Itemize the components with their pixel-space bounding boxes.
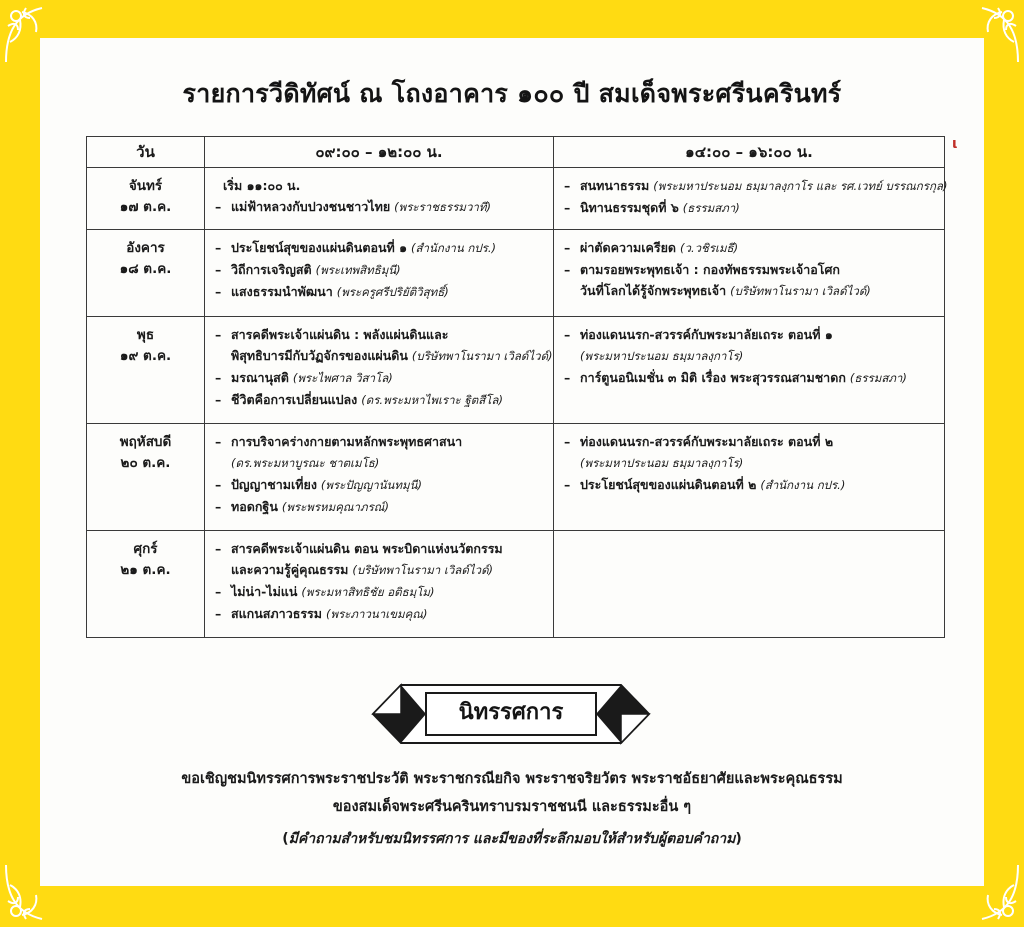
program-item bbox=[215, 259, 547, 281]
table-row bbox=[87, 531, 945, 638]
program-title: ปัญญาชามเที่ยง bbox=[231, 477, 317, 492]
stray-mark: ι bbox=[952, 136, 958, 152]
morning-cell bbox=[205, 317, 554, 424]
quiz-note: (มีคำถามสำหรับชมนิทรรศการ และมีของที่ระลึกมอบให้สำหรับผู้ตอบคำถาม) bbox=[282, 831, 742, 847]
bullet-dash: – bbox=[564, 178, 571, 193]
program-item bbox=[215, 237, 547, 259]
program-item-content bbox=[231, 538, 503, 559]
table-row bbox=[87, 168, 945, 230]
program-source: (บริษัทพาโนรามา เวิลด์ไวด์) bbox=[411, 349, 553, 363]
program-title: ผ่าตัดความเครียด bbox=[580, 240, 677, 255]
morning-cell bbox=[205, 168, 554, 230]
program-source: (ธรรมสภา) bbox=[682, 201, 740, 215]
program-item bbox=[215, 431, 547, 452]
bullet-dash: – bbox=[215, 240, 222, 255]
program-source: (บริษัทพาโนรามา เวิลด์ไวด์) bbox=[730, 284, 871, 298]
bullet-dash: – bbox=[215, 392, 222, 407]
bullet-dash: – bbox=[564, 477, 571, 492]
program-item bbox=[215, 175, 547, 196]
program-item-content bbox=[580, 345, 743, 367]
invitation-line-1: ขอเชิญชมนิทรรศการพระราชประวัติ พระราชกรณียกิจ พระราชจริยวัตร พระราชอัธยาศัยและพระคุณธรรม bbox=[181, 771, 843, 787]
program-title: สแกนสภาวธรรม bbox=[231, 606, 323, 621]
program-item-content bbox=[231, 389, 503, 411]
program-item-content bbox=[231, 367, 393, 389]
program-item-content bbox=[580, 324, 833, 345]
program-item bbox=[215, 474, 547, 496]
program-item bbox=[564, 324, 938, 345]
day-name: ศุกร์ bbox=[133, 541, 158, 557]
program-item-content bbox=[580, 237, 738, 259]
bullet-dash: – bbox=[564, 370, 571, 385]
program-item-content bbox=[231, 452, 379, 474]
program-item bbox=[215, 603, 547, 625]
day-date: ๑๗ ต.ค. bbox=[119, 199, 172, 215]
bullet-dash: – bbox=[215, 541, 222, 556]
bullet-dash: – bbox=[564, 434, 571, 449]
day-date: ๒๑ ต.ค. bbox=[120, 562, 171, 578]
bullet-dash: – bbox=[564, 262, 571, 277]
program-source: (ดร.พระมหาไพเราะ ฐิตสีโล) bbox=[361, 393, 503, 407]
program-item bbox=[215, 281, 547, 303]
day-name: พฤหัสบดี bbox=[119, 434, 172, 450]
program-item bbox=[564, 259, 938, 280]
bullet-dash: – bbox=[215, 262, 222, 277]
day-cell bbox=[87, 168, 205, 230]
program-item-content bbox=[580, 280, 871, 302]
schedule-table bbox=[86, 136, 948, 638]
program-title: ชีวิตคือการเปลี่ยนแปลง bbox=[231, 392, 358, 407]
bullet-dash: – bbox=[215, 606, 222, 621]
program-item bbox=[215, 389, 547, 411]
afternoon-cell bbox=[554, 424, 945, 531]
program-item-content bbox=[580, 175, 947, 197]
program-item-content bbox=[580, 367, 907, 389]
program-item bbox=[215, 367, 547, 389]
program-item bbox=[215, 324, 547, 345]
program-item-content bbox=[231, 603, 427, 625]
program-title: การบริจาคร่างกายตามหลักพระพุทธศาสนา bbox=[231, 434, 463, 449]
program-item bbox=[564, 452, 938, 474]
table-header-row bbox=[87, 137, 945, 168]
exhibition-banner bbox=[371, 683, 651, 745]
program-item bbox=[564, 237, 938, 259]
program-item-content bbox=[580, 474, 845, 496]
bullet-dash: – bbox=[215, 434, 222, 449]
program-source: (ว.วชิรเมธี) bbox=[680, 241, 739, 255]
program-title: แสงธรรมนำพัฒนา bbox=[231, 284, 333, 299]
morning-cell bbox=[205, 230, 554, 317]
program-item-content bbox=[223, 175, 300, 196]
program-title: เริ่ม ๑๑:๐๐ น. bbox=[223, 178, 301, 193]
program-item-content bbox=[231, 581, 434, 603]
program-source: (พระไพศาล วิสาโล) bbox=[292, 371, 393, 385]
bullet-dash: – bbox=[215, 370, 222, 385]
program-item-content bbox=[231, 496, 389, 518]
day-cell bbox=[87, 424, 205, 531]
program-item bbox=[215, 538, 547, 559]
bullet-dash: – bbox=[215, 499, 222, 514]
day-cell bbox=[87, 531, 205, 638]
bullet-dash: – bbox=[564, 200, 571, 215]
exhibition-invitation bbox=[40, 765, 984, 821]
program-title: วันที่โลกได้รู้จักพระพุทธเจ้า bbox=[580, 283, 727, 298]
day-date: ๑๘ ต.ค. bbox=[119, 261, 172, 277]
program-title: วิถีการเจริญสติ bbox=[231, 262, 312, 277]
program-source: (ดร.พระมหาบูรณะ ชาตเมโธ) bbox=[231, 456, 380, 470]
bullet-dash: – bbox=[564, 240, 571, 255]
program-item-content bbox=[231, 431, 462, 452]
program-title: ตามรอยพระพุทธเจ้า : กองทัพธรรมพระเจ้าอโศก bbox=[580, 262, 840, 277]
bullet-dash: – bbox=[215, 477, 222, 492]
table-row bbox=[87, 424, 945, 531]
day-name: จันทร์ bbox=[128, 178, 163, 194]
exhibition-label: นิทรรศการ bbox=[458, 700, 564, 725]
program-item bbox=[564, 345, 938, 367]
program-item-content bbox=[231, 474, 422, 496]
header-afternoon: ๑๔:๐๐ – ๑๖:๐๐ น. bbox=[554, 137, 945, 168]
program-item-content bbox=[231, 259, 401, 281]
table-row bbox=[87, 317, 945, 424]
program-item bbox=[215, 581, 547, 603]
bullet-dash: – bbox=[215, 284, 222, 299]
day-date: ๒๐ ต.ค. bbox=[120, 455, 171, 471]
program-item-content bbox=[580, 431, 833, 452]
morning-cell bbox=[205, 424, 554, 531]
program-item-content bbox=[580, 259, 840, 280]
afternoon-cell bbox=[554, 317, 945, 424]
program-item-content bbox=[231, 559, 493, 581]
program-item bbox=[215, 452, 547, 474]
program-item-content bbox=[580, 452, 743, 474]
program-title: การ์ตูนอนิเมชั่น ๓ มิติ เรื่อง พระสุวรรณสามชาดก bbox=[580, 370, 846, 385]
program-item bbox=[564, 367, 938, 389]
bullet-dash: – bbox=[564, 327, 571, 342]
day-name: พุธ bbox=[136, 327, 155, 343]
table-row bbox=[87, 230, 945, 317]
quiz-note-text: มีคำถามสำหรับชมนิทรรศการ และมีของที่ระลึกมอบให้สำหรับผู้ตอบคำถาม bbox=[288, 831, 736, 847]
program-title: ไม่น่า-ไม่แน่ bbox=[231, 584, 298, 599]
program-item-content bbox=[580, 197, 740, 219]
program-item bbox=[215, 345, 553, 367]
program-item bbox=[564, 474, 938, 496]
afternoon-cell bbox=[554, 230, 945, 317]
header-morning: ๐๙:๐๐ – ๑๒:๐๐ น. bbox=[205, 137, 554, 168]
program-source: (พระมหาประนอม ธมฺมาลงฺกาโร) bbox=[580, 349, 744, 363]
day-date: ๑๙ ต.ค. bbox=[119, 348, 172, 364]
program-source: (สำนักงาน กปร.) bbox=[411, 241, 496, 255]
program-source: (พระครูศรีปริยัติวิสุทธิ์) bbox=[336, 285, 449, 299]
page-title: รายการวีดิทัศน์ ณ โถงอาคาร ๑๐๐ ปี สมเด็จพระศรีนครินทร์ bbox=[182, 79, 842, 108]
program-source: (พระมหาประนอม ธมฺมาลงฺกาโร) bbox=[580, 456, 744, 470]
program-source: (พระมหาสิทธิชัย อติธมฺโม) bbox=[301, 585, 435, 599]
program-title: ท่องแดนนรก-สวรรค์กับพระมาลัยเถระ ตอนที่ ๑ bbox=[580, 327, 833, 342]
program-item bbox=[215, 496, 547, 518]
program-title: สารคดีพระเจ้าแผ่นดิน : พลังแผ่นดินและ bbox=[231, 327, 449, 342]
program-source: (สำนักงาน กปร.) bbox=[760, 478, 846, 492]
program-source: (พระมหาประนอม ธมฺมาลงฺกาโร และ รศ.เวทย์ บรรณกรกุล) bbox=[653, 179, 948, 193]
document-sheet bbox=[40, 38, 984, 886]
program-item-content bbox=[231, 281, 449, 303]
afternoon-cell bbox=[554, 531, 945, 638]
program-source: (ธรรมสภา) bbox=[849, 371, 907, 385]
program-source: (พระเทพสิทธิมุนี) bbox=[315, 263, 401, 277]
afternoon-cell bbox=[554, 168, 948, 230]
program-source: (พระภาวนาเขมคุณ) bbox=[326, 607, 428, 621]
program-item-content bbox=[231, 345, 553, 367]
header-day: วัน bbox=[87, 137, 205, 168]
program-title: แม่ฟ้าหลวงกับปวงชนชาวไทย bbox=[231, 199, 391, 214]
program-item bbox=[564, 197, 938, 219]
invitation-line-2: ของสมเด็จพระศรีนครินทราบรมราชชนนี และธรรมะอื่น ๆ bbox=[332, 799, 692, 815]
program-title: นิทานธรรมชุดที่ ๖ bbox=[580, 200, 679, 215]
program-title: พิสุทธิบารมีกับวัฏจักรของแผ่นดิน bbox=[231, 348, 408, 363]
program-item bbox=[564, 280, 938, 302]
program-item bbox=[215, 559, 547, 581]
program-title: สนทนาธรรม bbox=[580, 178, 650, 193]
bullet-dash: – bbox=[215, 327, 222, 342]
bullet-dash: – bbox=[215, 199, 222, 214]
program-item-content bbox=[231, 237, 496, 259]
program-source: (บริษัทพาโนรามา เวิลด์ไวด์) bbox=[352, 563, 494, 577]
program-item bbox=[564, 431, 938, 452]
program-title: ประโยชน์สุขของแผ่นดินตอนที่ ๑ bbox=[231, 240, 408, 255]
program-title: ประโยชน์สุขของแผ่นดินตอนที่ ๒ bbox=[580, 477, 757, 492]
day-cell bbox=[87, 317, 205, 424]
program-title: สารคดีพระเจ้าแผ่นดิน ตอน พระบิดาแห่งนวัตกรรม bbox=[231, 541, 503, 556]
program-source: (พระพรหมคุณาภรณ์) bbox=[281, 500, 389, 514]
program-item bbox=[564, 175, 948, 197]
program-source: (พระราชธรรมวาที) bbox=[394, 200, 491, 214]
program-title: ทอดกฐิน bbox=[231, 499, 278, 514]
day-name: อังคาร bbox=[126, 240, 165, 256]
day-cell bbox=[87, 230, 205, 317]
program-item bbox=[215, 196, 547, 218]
program-title: และความรู้คู่คุณธรรม bbox=[231, 562, 349, 577]
program-title: ท่องแดนนรก-สวรรค์กับพระมาลัยเถระ ตอนที่ ๒ bbox=[580, 434, 834, 449]
program-source: (พระปัญญานันทมุนี) bbox=[320, 478, 422, 492]
program-item-content bbox=[231, 324, 448, 345]
morning-cell bbox=[205, 531, 554, 638]
bullet-dash: – bbox=[215, 584, 222, 599]
program-item-content bbox=[231, 196, 491, 218]
program-title: มรณานุสติ bbox=[231, 370, 289, 385]
